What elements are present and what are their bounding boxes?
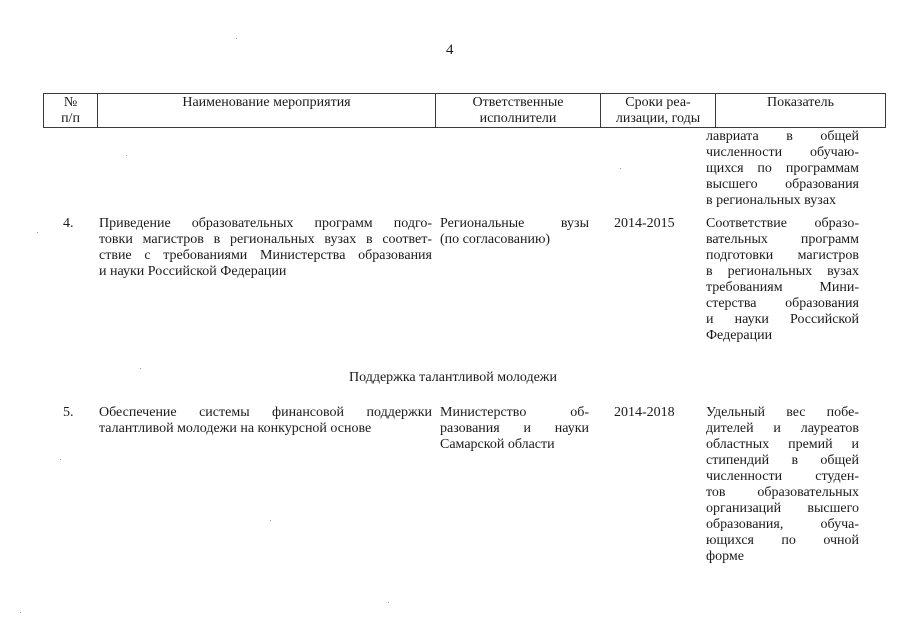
row-5-name-line: Обеспечение системы финансовой поддержки <box>99 405 432 420</box>
header-number-column <box>44 94 98 128</box>
header-term-line-1: Сроки реа- <box>625 95 691 110</box>
carryover-indicator-line: высшего образования <box>706 177 859 192</box>
row-4-indicator-line: подготовки магистров <box>706 248 859 263</box>
row-4-indicator-line: вательных программ <box>706 232 859 247</box>
scan-speck <box>620 168 621 169</box>
scan-speck <box>236 38 237 39</box>
header-responsible-column <box>436 94 601 128</box>
row-4-indicator-line: стерства образования <box>706 296 859 311</box>
row-5-indicator-line: дителей и лауреатов <box>706 421 859 436</box>
row-5-indicator <box>706 405 859 565</box>
row-5-responsible-line: Самарской области <box>440 437 555 452</box>
row-4-indicator-line: Федерации <box>706 328 773 343</box>
row-4-indicator-line: и науки Российской <box>706 312 859 327</box>
row-5-responsible <box>440 405 589 453</box>
header-number-line-1: № <box>63 95 78 110</box>
row-5-indicator-line: образования, обуча- <box>706 517 859 532</box>
row-4-responsible-line: Региональные вузы <box>440 216 589 231</box>
row-4-name-line: товки магистров в региональных вузах в соответ- <box>99 232 432 247</box>
scan-speck <box>126 155 127 156</box>
header-indicator-column: Показатель <box>716 94 886 128</box>
header-responsible-line-2: исполнители <box>479 111 557 126</box>
row-4-name-line: Приведение образовательных программ подго- <box>99 216 432 231</box>
header-number-line-2: п/п <box>61 111 80 126</box>
row-5-term: 2014-2018 <box>614 405 675 420</box>
header-term-column <box>601 94 716 128</box>
carryover-indicator-line: в региональных вузах <box>706 193 837 208</box>
scan-speck <box>388 602 389 603</box>
scan-speck <box>37 232 38 233</box>
scan-speck <box>140 368 141 369</box>
row-5-name-line: талантливой молодежи на конкурсной основе <box>99 421 372 436</box>
row-5-number: 5. <box>63 405 74 420</box>
row-4-number: 4. <box>63 216 74 231</box>
row-4-indicator-line: в региональных вузах <box>706 264 859 279</box>
row-4-indicator <box>706 216 859 344</box>
header-term-line-2: лизации, годы <box>615 111 701 126</box>
carryover-indicator-line: численности обучаю- <box>706 145 859 160</box>
row-5-indicator-line: тов образовательных <box>706 485 859 500</box>
row-5-indicator-line: форме <box>706 549 744 564</box>
row-4-name-line: и науки Российской Федерации <box>99 264 287 279</box>
row-5-indicator-line: организаций высшего <box>706 501 859 516</box>
row-4-responsible-line: (по согласованию) <box>440 232 551 247</box>
scan-speck <box>20 612 21 613</box>
page-number: 4 <box>446 42 454 58</box>
row-5-responsible-line: Министерство об- <box>440 405 589 420</box>
row-4-responsible <box>440 216 589 248</box>
carryover-indicator-line: лавриата в общей <box>706 129 859 144</box>
carryover-indicator <box>706 129 859 209</box>
scan-speck <box>270 520 271 521</box>
row-5-indicator-line: областных премий и <box>706 437 859 452</box>
row-4-indicator-line: требованиям Мини- <box>706 280 859 295</box>
row-5-indicator-line: Удельный вес побе- <box>706 405 859 420</box>
table-header <box>43 93 886 128</box>
row-4-indicator-line: Соответствие образо- <box>706 216 859 231</box>
row-5-indicator-line: стипендий в общей <box>706 453 859 468</box>
row-5-responsible-line: разования и науки <box>440 421 589 436</box>
row-5-name <box>99 405 432 437</box>
scan-speck <box>60 459 61 460</box>
section-title: Поддержка талантливой молодежи <box>349 370 557 385</box>
row-4-term: 2014-2015 <box>614 216 675 231</box>
row-5-indicator-line: численности студен- <box>706 469 859 484</box>
row-4-name-line: ствие с требованиями Министерства образования <box>99 248 432 263</box>
header-name-column: Наименование мероприятия <box>98 94 436 128</box>
row-4-name <box>99 216 432 280</box>
header-responsible-line-1: Ответственные <box>472 95 564 110</box>
carryover-indicator-line: щихся по программам <box>706 161 859 176</box>
row-5-indicator-line: ющихся по очной <box>706 533 859 548</box>
